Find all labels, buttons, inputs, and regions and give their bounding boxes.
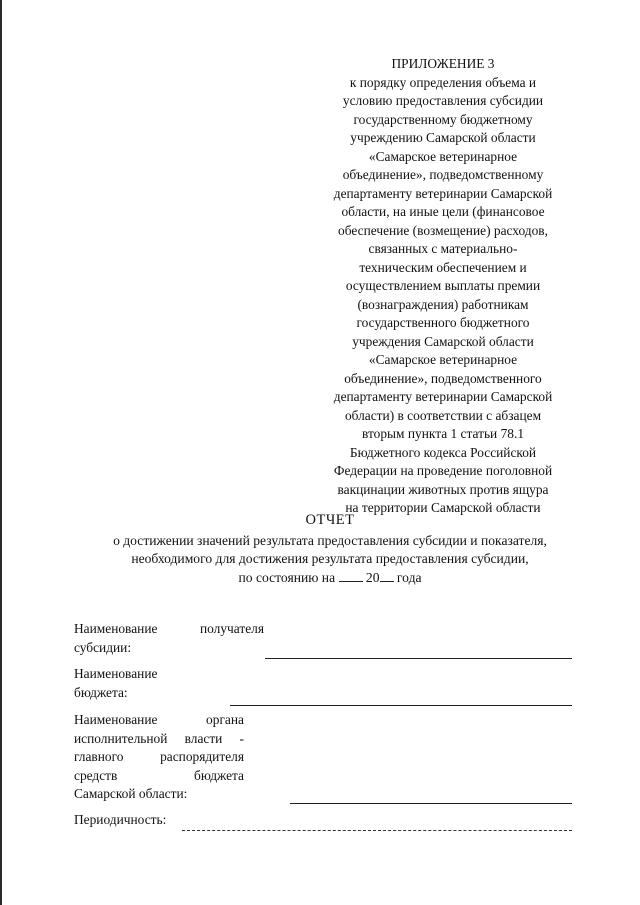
appendix-line: вторым пункта 1 статьи 78.1 xyxy=(361,426,525,441)
report-title: ОТЧЕТ xyxy=(305,512,355,528)
authority-label-line1: Наименование органа xyxy=(74,712,244,727)
periodicity-input-line[interactable] xyxy=(182,830,572,831)
appendix-line: условию предоставления субсидии xyxy=(342,93,544,108)
appendix-line: учреждению Самарской области xyxy=(350,130,536,145)
scan-edge-line xyxy=(0,0,2,905)
authority-label-line2: исполнительной власти - xyxy=(74,730,244,746)
recipient-label-line2: субсидии: xyxy=(74,639,132,655)
recipient-field-label xyxy=(74,620,264,657)
appendix-line: «Самарское ветеринарное xyxy=(368,352,518,367)
appendix-line: департаменту ветеринарии Самарской xyxy=(333,389,553,404)
budget-input-line[interactable] xyxy=(230,705,572,706)
appendix-line: связанных с материально- xyxy=(368,241,518,256)
report-heading-block xyxy=(40,511,620,587)
report-date-suffix: года xyxy=(396,569,422,585)
report-subtitle-line: необходимого для достижения результата предоставления субсидии, xyxy=(131,551,529,566)
appendix-line: вакцинации животных против ящура xyxy=(337,481,549,497)
budget-label-line2: бюджета: xyxy=(74,684,128,700)
periodicity-field-label xyxy=(74,811,184,830)
day-blank[interactable] xyxy=(339,569,363,582)
appendix-line: техническим обеспечением и xyxy=(359,259,527,275)
report-date-prefix: по состоянию на xyxy=(238,569,336,585)
appendix-line: на территории Самарской области xyxy=(345,500,541,515)
appendix-line: осуществлением выплаты премии xyxy=(345,278,541,293)
year-blank[interactable] xyxy=(380,569,394,582)
authority-input-line[interactable] xyxy=(290,803,572,804)
recipient-label-line1: Наименование получателя xyxy=(74,621,264,636)
appendix-line: государственному бюджетному xyxy=(353,111,533,127)
authority-field-label xyxy=(74,711,244,804)
appendix-line: «Самарское ветеринарное xyxy=(368,148,518,164)
appendix-line: обеспечение (возмещение) расходов, xyxy=(338,222,548,238)
budget-label-line1: Наименование xyxy=(74,666,158,681)
appendix-line: объединение», подведомственному xyxy=(342,167,544,182)
authority-label-line4: средств бюджета xyxy=(74,767,244,783)
appendix-line: к порядку определения объема и xyxy=(349,74,537,90)
appendix-line: Бюджетного кодекса Российской xyxy=(349,444,537,460)
appendix-title: ПРИЛОЖЕНИЕ 3 xyxy=(391,56,495,71)
year-prefix: 20 xyxy=(365,569,380,585)
report-date-line xyxy=(40,569,620,588)
recipient-input-line[interactable] xyxy=(265,658,572,659)
appendix-line: области) в соответствии с абзацем xyxy=(344,407,542,423)
authority-label-line3: главного распорядителя xyxy=(74,749,244,764)
appendix-line: (вознаграждения) работникам xyxy=(357,296,529,312)
periodicity-label: Периодичность: xyxy=(74,812,167,827)
appendix-line: учреждения Самарской области xyxy=(352,333,534,349)
appendix-block xyxy=(308,55,578,518)
report-subtitle-line: о достижении значений результата предоставления субсидии и показателя, xyxy=(113,532,547,548)
appendix-line: объединение», подведомственного xyxy=(344,370,542,386)
authority-label-line5: Самарской области: xyxy=(74,786,188,801)
appendix-line: области, на иные цели (финансовое xyxy=(341,204,545,219)
appendix-line: департаменту ветеринарии Самарской xyxy=(333,185,553,201)
budget-field-label xyxy=(74,665,184,702)
appendix-line: государственного бюджетного xyxy=(356,315,530,330)
appendix-line: Федерации на проведение поголовной xyxy=(333,463,553,478)
